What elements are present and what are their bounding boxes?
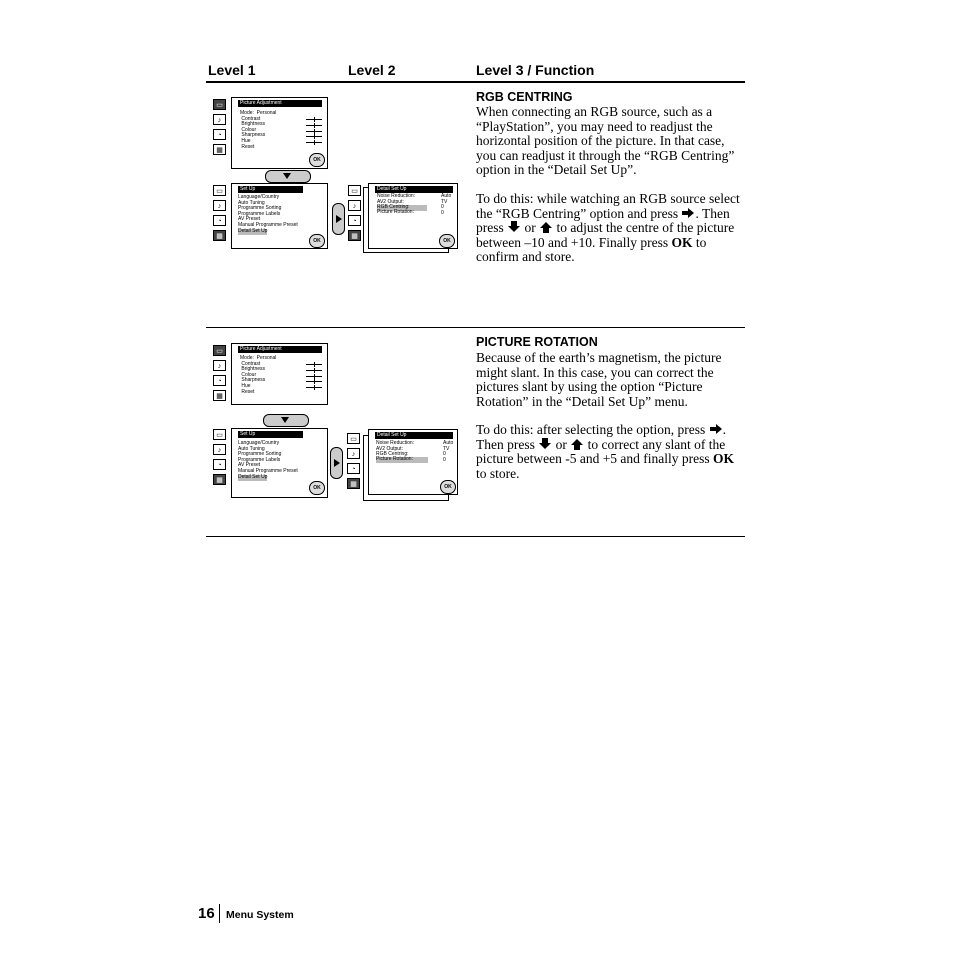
- rgb-centring-item: RGB Centring:: [377, 205, 427, 211]
- selected-item: Detail Set Up: [238, 474, 268, 480]
- screen-items: Mode: Personal Contrast Brightness Colour Sharpness Hue Reset: [240, 110, 277, 150]
- ok-button-icon: OK: [309, 481, 325, 495]
- screen-title: Detail Set Up: [375, 432, 453, 439]
- picture-icon: ▭: [213, 345, 226, 356]
- para2-text-a: To do this: after selecting the option, press: [476, 422, 706, 437]
- set-up-screen: [231, 183, 328, 249]
- rgb-centring-diagram: [213, 97, 463, 257]
- contrast-slider: [306, 119, 322, 120]
- ok-button-icon: OK: [439, 234, 455, 248]
- up-arrow-icon: [570, 438, 584, 450]
- menu-icon-column: [213, 99, 226, 159]
- para2-text-a: To do this: while watching an RGB source select the “RGB Centring” option and press: [476, 191, 740, 221]
- screen-items: Language/Country Auto Tuning Programme Sorting Programme Labels AV Preset Manual Programme Preset: [238, 440, 298, 474]
- header-rule: [206, 81, 745, 83]
- screen-title: Picture Adjustment: [238, 100, 322, 107]
- picture-rotation-para2: [476, 423, 746, 481]
- setup-icon: ▦: [348, 230, 361, 241]
- screen-title: Set Up: [238, 186, 303, 193]
- detail-values: Auto TV 0 0: [443, 440, 454, 463]
- right-arrow-pad-icon: [330, 447, 343, 479]
- sharpness-slider: [306, 381, 322, 382]
- screen-title: Picture Adjustment: [238, 346, 322, 353]
- setup-icon: ▦: [347, 478, 360, 489]
- footer-section-label: Menu System: [226, 909, 294, 921]
- menu-icon-column: [213, 345, 226, 405]
- page-number: 16: [198, 905, 215, 922]
- down-arrow-icon: [507, 221, 521, 233]
- level1-header: Level 1: [208, 62, 256, 78]
- rgb-centring-title: RGB CENTRING: [476, 90, 573, 104]
- sound-icon: ♪: [347, 448, 360, 459]
- section-end-rule: [206, 536, 745, 537]
- down-arrow-pad-icon: [265, 170, 311, 183]
- picture-icon: ▭: [213, 185, 226, 196]
- footer-divider: [219, 904, 220, 923]
- para2-text-b: . Then press: [476, 205, 730, 236]
- picture-rotation-diagram: [213, 343, 463, 503]
- detail-labels: Noise Reduction: AV2 Output:: [377, 193, 416, 205]
- screen-title: Detail Set Up: [375, 186, 453, 193]
- down-arrow-pad-icon: [263, 414, 309, 427]
- para2-text-d: to correct any slant of the picture between -5 and +5 and finally press: [476, 436, 726, 467]
- timer-icon: ◔: [347, 463, 360, 474]
- picture-icon: ▭: [347, 433, 360, 444]
- picture-icon: ▭: [213, 99, 226, 110]
- picture-adjustment-screen: [231, 343, 328, 405]
- hue-slider: [306, 142, 322, 143]
- screen-items: Language/Country Auto Tuning Programme Sorting Programme Labels AV Preset Manual Programme Preset: [238, 194, 298, 228]
- up-arrow-icon: [539, 221, 553, 233]
- selected-item: Detail Set Up: [238, 228, 268, 234]
- timer-icon: ◔: [348, 215, 361, 226]
- hue-slider: [306, 387, 322, 388]
- menu-icon-column: [348, 185, 361, 245]
- sound-icon: ♪: [213, 360, 226, 371]
- picture-rotation-title: PICTURE ROTATION: [476, 335, 598, 349]
- timer-icon: ◔: [213, 375, 226, 386]
- timer-icon: ◔: [213, 215, 226, 226]
- ok-key: OK: [671, 234, 693, 250]
- setup-icon: ▦: [213, 230, 226, 241]
- picture-icon: ▭: [348, 185, 361, 196]
- para2-text-e: to store.: [476, 465, 520, 481]
- timer-icon: ◔: [213, 459, 226, 470]
- section-divider: [206, 327, 745, 328]
- sound-icon: ♪: [213, 444, 226, 455]
- picture-icon: ▭: [213, 429, 226, 440]
- para2-text-e: to confirm and store.: [476, 234, 707, 265]
- rgb-centring-item: RGB Centring:: [376, 451, 409, 457]
- sound-icon: ♪: [213, 114, 226, 125]
- para2-text-c: or: [524, 220, 536, 236]
- picture-rotation-item: Picture Rotation:: [376, 457, 428, 463]
- contrast-slider: [306, 364, 322, 365]
- para2-text-b: . Then press: [476, 422, 727, 452]
- right-arrow-icon: [709, 423, 723, 435]
- level3-header: Level 3 / Function: [476, 62, 595, 78]
- brightness-slider: [306, 125, 322, 126]
- para2-text-d: to adjust the centre of the picture between –10 and +10. Finally press: [476, 220, 735, 250]
- ok-button-icon: OK: [309, 153, 325, 167]
- picture-adjustment-screen: [231, 97, 328, 169]
- screen-title: Set Up: [238, 431, 303, 438]
- set-up-screen: [231, 428, 328, 498]
- setup-icon: ▦: [213, 390, 226, 401]
- brightness-slider: [306, 370, 322, 371]
- ok-key: OK: [713, 451, 735, 467]
- level2-header: Level 2: [348, 62, 396, 78]
- picture-rotation-item: Picture Rotation:: [377, 209, 414, 215]
- picture-rotation-para1: Because of the earth’s magnetism, the picture might slant. In this case, you can correct the pictures slant by using the option “Picture Rotation” in the “Detail Set Up” menu.: [476, 350, 722, 409]
- setup-icon: ▦: [213, 474, 226, 485]
- detail-labels: Noise Reduction: AV2 Output:: [376, 440, 415, 452]
- sharpness-slider: [306, 136, 322, 137]
- right-arrow-icon: [681, 207, 695, 219]
- sound-icon: ♪: [213, 200, 226, 211]
- detail-set-up-screen: [368, 429, 458, 495]
- colour-slider: [306, 376, 322, 377]
- menu-icon-column: [213, 185, 226, 245]
- timer-icon: ◔: [213, 129, 226, 140]
- colour-slider: [306, 131, 322, 132]
- para2-text-c: or: [555, 436, 567, 452]
- setup-icon: ▦: [213, 144, 226, 155]
- down-arrow-icon: [538, 438, 552, 450]
- ok-button-icon: OK: [440, 480, 456, 494]
- detail-set-up-screen: [368, 183, 458, 249]
- menu-icon-column: [213, 429, 226, 489]
- menu-icon-column: [347, 433, 360, 493]
- ok-button-icon: OK: [309, 234, 325, 248]
- screen-items: Mode: Personal Contrast Brightness Colour Sharpness Hue Reset: [240, 355, 277, 395]
- rgb-centring-para2: [476, 192, 746, 265]
- right-arrow-pad-icon: [332, 203, 345, 235]
- sound-icon: ♪: [348, 200, 361, 211]
- rgb-centring-para1: When connecting an RGB source, such as a “PlayStation”, you may need to readjust the horizontal position of the picture. In that case, you can readjust it through the “RGB Centring” option in the “Detail Set Up”.: [476, 104, 735, 178]
- detail-values: Auto TV 0 0: [441, 193, 452, 216]
